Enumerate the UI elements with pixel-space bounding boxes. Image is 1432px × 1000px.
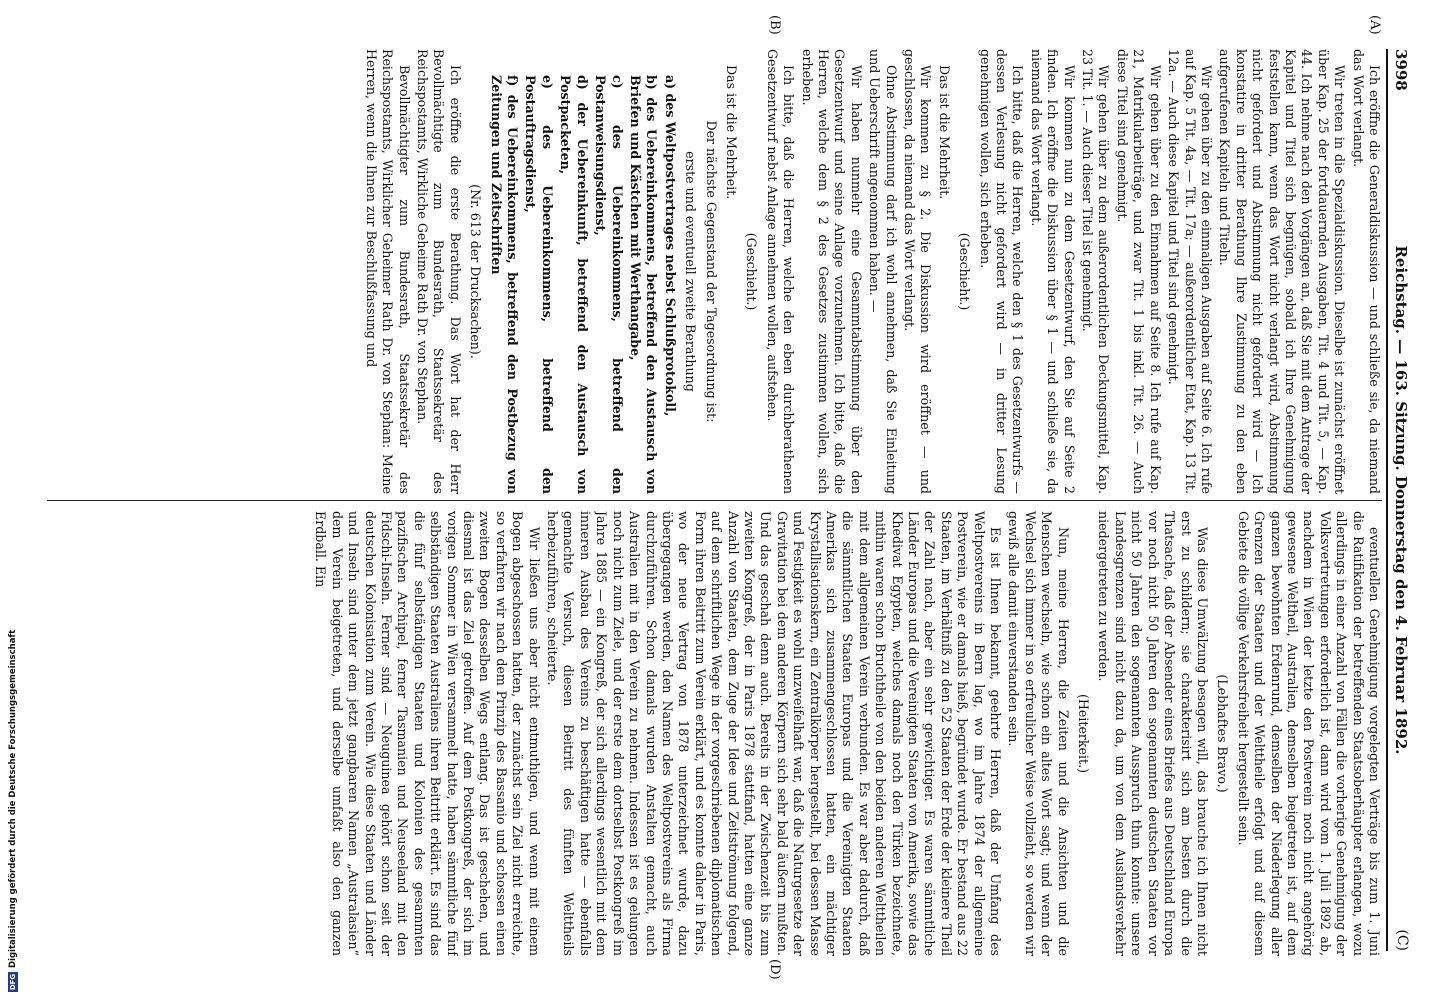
footer-credit-text: Digitalisierung gefördert durch die Deutsche Forschungsgemeinschaft bbox=[8, 629, 18, 968]
paragraph: (Geschieht.) bbox=[744, 232, 760, 311]
paragraph: Ich eröffne die Generaldiskussion — und schließe sie, da niemand das Wort verlangt. bbox=[1350, 49, 1382, 494]
page-header bbox=[1386, 49, 1410, 951]
paragraph: Es ist Ihnen bekannt, geehrte Herren, daß der Umfang des Weltpostvereins in Bern lag, wo im Jahre 1874 der allgemeine Postverein, wie er damals hieß, begründet wurde. Er bestand aus 22 Staaten, im Verhältniß zu den 52 Staaten der Erde der kleinere Theil der Zahl nach, aber ein sehr gewichtiger. Es waren sämmtliche Länder Europas und die Vereinigten Staaten von Amerika, sowie das Khedivat Egypten, welches damals noch den Türken bezeichnete, mithin waren schon Bruchtheile von den beiden anderen Welttheilen mit dem allgemeinen Verein verbunden. Es war aber dadurch, daß die sämmtlichen Staaten Europas und die Vereinigten Staaten Amerikas sich zusammengeschlossen hatten, ein mächtiger Krystallisationskern, ein Zentralkörper hergestellt, bei dessen Masse und Festigkeit es wohl unzweifelhaft war, daß die Naturgesetze der Gravitation bei dem anderen Körpern sich sehr bald äußern mußten. Und das geschah denn auch. Bereits in der Zwischenzeit bis zum zweiten Kongreß, der in Paris 1878 stattfand, hatten eine ganze Anzahl von Staaten, dem Zuge der Idee und Zeitströmung folgend, auf dem schriftlichen Wege in der vorgeschriebenen diplomatischen Form ihren Beitritt zum Verein erklärt, und es konnte daher in Paris, wo der neue Vertrag von 1878 unterzeichnet wurde, dazu übergegangen werden, den Namen des Weltpostvereins als Firma durchzuführen. Schon damals wurden Anstalten gemacht, auch Australien mit in den Verein zu nehmen. Indessen ist es gelungen noch nicht zum Ziele, und der erste dem dortselbst Postkongreß im Jahre 1885 — ein Kongreß, der sich allerdings wesentlich mit dem inneren Ausbau des Vereins zu beschäftigen hatte — ebenfalls gemachte Versuch, diesen Beitritt des fünften Welttheils herbeizuführen, scheiterte. bbox=[545, 511, 1004, 956]
paragraph: d) der Uebereinkunft, betreffend den Austausch von Postpacketen, bbox=[558, 75, 590, 494]
paragraph: a) des Weltpostvertrages nebst Schlußprotokoll, bbox=[662, 75, 678, 417]
paragraph: b) des Uebereinkommens, betreffend den Austausch von Briefen und Kästchen mit Werthangabe, bbox=[627, 75, 660, 494]
paragraph: e) des Uebereinkommens, betreffend den Postauftragsdienst, bbox=[523, 75, 555, 494]
paragraph: Wir ließen uns aber nicht entmuthigen, und wenn mit einem Bogen abgeschossen hatten, der zunächst sein Ziel nicht erreichte, so verfahren wir nach dem Prinzip des Bassanio und schossen einen zweiten Bogen desselben Wegs entlang. Das ist geschehen, und diesmal ist das Ziel getroffen. Auf dem Postkongreß, der sich im vorigen Sommer in Wien versammelt hatte, haben sämmtliche fünf selbständigen Staaten Australiens ihren Beitritt erklärt. Es sind das die fünf selbständigen Staaten und Kolonien des gesammten pazifischen Archipel, ferner Tasmanien und Neuseeland mit den Fidschi-Inseln. Ferner sind — Neuguinea gehört schon seit der deutschen Kolonisation zum Verein. Wie diese Staaten und Länder und Inseln sind unter dem jetzt gangbaren Namen „Australasien“ dem Verein beigetreten, und derselbe umfaßt also den ganzen Erdball. Ein bbox=[313, 511, 542, 956]
paragraph: (Lebhaftes Bravo.) bbox=[1215, 674, 1231, 793]
paragraph: Wir kommen nun zu dem Gesetzentwurf, den Sie auf Seite 2 finden. Ich eröffne die Diskussion über § 1 — und schließe sie, da niemand das Wort verlangt. bbox=[1028, 49, 1077, 494]
margin-mark-a: (A) bbox=[1367, 15, 1382, 35]
column-divider bbox=[47, 500, 1382, 501]
paragraph: Was diese Umwälzung besagen will, das brauche ich Ihnen nicht erst zu schildern; sie charakterisirt sich am besten durch die Thatsache, daß der Absender eines Briefes aus Deutschland Europa vor noch nicht 50 Jahren den sogenannten deutschen Staaten vor nicht 50 Jahren den sogenannten Ausspruch thun konnte: unsere Landesgrenzen sind nicht dazu da, um von dem Auslandsverkehr niedergetreten zu werden. bbox=[1096, 511, 1210, 956]
rotated-document-page bbox=[10, 11, 1422, 989]
paragraph: Ich bitte, daß die Herren, welche den § 1 des Gesetzentwurfs — dessen Verlesung nicht gefordert wird — in dritter Lesung genehmigen wollen, sich erheben. bbox=[977, 49, 1026, 494]
paragraph: (Heiterkeit.) bbox=[1076, 694, 1092, 773]
margin-mark-d: (D) bbox=[767, 959, 782, 980]
paragraph: Wir treten in die Spezialdiskussion. Dieselbe ist zunächst eröffnet über Kap. 25 der fortdauernden Ausgaben, Tit. 4 und Tit. 5, — Kap. 44. Ich nehme nach den Vorgängen an, daß Sie mit dem Antrage der Kapitel und Titel sich begnügen, sobald ich Ihre Genehmigung feststellen kann, wenn das Wort nicht verlangt wird, Abstimmung nicht gefordert und Abstimmung nicht gefordert wird — Ich konstatire in dritter Berathung Ihre Zustimmung zu den eben aufgerufenen Kapiteln und Titeln. bbox=[1217, 49, 1348, 494]
paragraph: Wir kommen zu § 2. Die Diskussion wird eröffnet — und geschlossen, da niemand das Wort verlangt. bbox=[902, 49, 934, 494]
margin-mark-b: (B) bbox=[767, 15, 782, 35]
page-number: 3998 bbox=[1392, 49, 1410, 91]
paragraph: erste und eventuell zweite Berathung bbox=[683, 151, 699, 392]
left-text-column bbox=[52, 49, 1382, 494]
paragraph: Wir gehen über zu dem außerordentlichen Deckungsmittel, Kap. 23 Tit. 1. — Auch dieser Titel ist genehmigt. bbox=[1080, 49, 1112, 494]
margin-mark-c: (C) bbox=[1394, 929, 1410, 951]
paragraph: Wir gehen über zu den Einnahmen auf Seite 8. Ich rufe auf Kap. 21, Matrikularbeiträge, und zwar Tit. 1 bis inkl. Tit. 26. — Auch diese Titel sind genehmigt. bbox=[1114, 49, 1163, 494]
paragraph: Das ist die Mehrheit. bbox=[936, 65, 952, 200]
paragraph: Wir haben nunmehr eine Gesammtabstimmung über den Gesetzentwurf und seine Anlage vorzunehmen. Ich bitte, daß die Herren, welche dem § 2 des Gesetzes zustimmen wollen, sich erheben. bbox=[799, 49, 864, 494]
right-text-column bbox=[52, 511, 1382, 956]
paragraph: (Nr. 613 der Drucksachen). bbox=[468, 184, 484, 359]
paragraph: Ich bitte, daß die Herren, welche den eben durchberathenen Gesetzentwurf nebst Anlage annehmen wollen, aufstehen. bbox=[764, 49, 797, 494]
paragraph: eventuellen Genehmigung vorgelegten Verträge bis zum 1. Juni die Ratifikation der betreffenden Staatsoberhäupter erlangen, wozu allerdings in einer Anzahl von Fällen die vorherige Genehmigung der Volksvertretungen erforderlich ist, dann wird vom 1. Juli 1892 ab, nachdem in Wien der letzte den Postverein noch nicht angehörig gewesene Weltheil, Australien, demselben beigetreten ist, auf dem ganzen bewohnten Erdenrund, demselben der Niederlegung aller Grenzen der Staaten und der Welttheile erfolgt und auf diesem Gebiete die völlige Verkehrsfreiheit hergestellt sein. bbox=[1235, 511, 1382, 956]
paragraph: (Geschieht.) bbox=[957, 232, 973, 311]
paragraph: Das ist die Mehrheit. bbox=[723, 65, 739, 200]
paragraph: Wir gehen über zu den einmaligen Ausgaben auf Seite 6. Ich rufe auf Kap. 5 Tit. 4a, — Tit. 17a; — außerordentlicher Etat, Kap. 13 Tit. 12a. — Auch diese Kapitel und Titel sind genehmigt. bbox=[1166, 49, 1214, 494]
paragraph: Der nächste Gegenstand der Tagesordnung ist: bbox=[703, 120, 719, 423]
paragraph: Ohne Abstimmung darf ich wohl annehmen, daß Sie Einleitung und Ueberschrift angenommen haben. — bbox=[867, 49, 899, 494]
page-title: Reichstag. — 163. Sitzung. Donnerstag den 4. Februar 1892. bbox=[1392, 245, 1410, 755]
paragraph: Bevollmächtigter zum Bundesrath, Staatssekretär des Reichspostamts, Wirklicher Geheimer Rath Dr. von Stephan: Meine Herren, wenn die Ihnen zur Beschlußfassung und bbox=[363, 49, 412, 494]
paragraph: c) des Uebereinkommens, betreffend den Postanweisungsdienst, bbox=[593, 75, 625, 494]
dfg-logo: DFG bbox=[9, 973, 17, 991]
paragraph: Nun, meine Herren, die Zeiten und die Ansichten und die Menschen wechseln, wie schon ein altes Wort sagt; und wenn der Wechsel sich immer in so erfreulicher Weise vollzieht, so werden wir gewiß alle damit einverstanden sein. bbox=[1006, 511, 1071, 956]
paragraph: f) des Uebereinkommens, betreffend den Postbezug von Zeitungen und Zeitschriften bbox=[488, 75, 521, 494]
paragraph: Ich eröffne die erste Berathung. Das Wort hat der Herr Bevollmächtigte zum Bundesrath, Staatssekretär des Reichspostamts, Wirkliche Geheime Rath Dr. von Stephan. bbox=[415, 49, 463, 494]
